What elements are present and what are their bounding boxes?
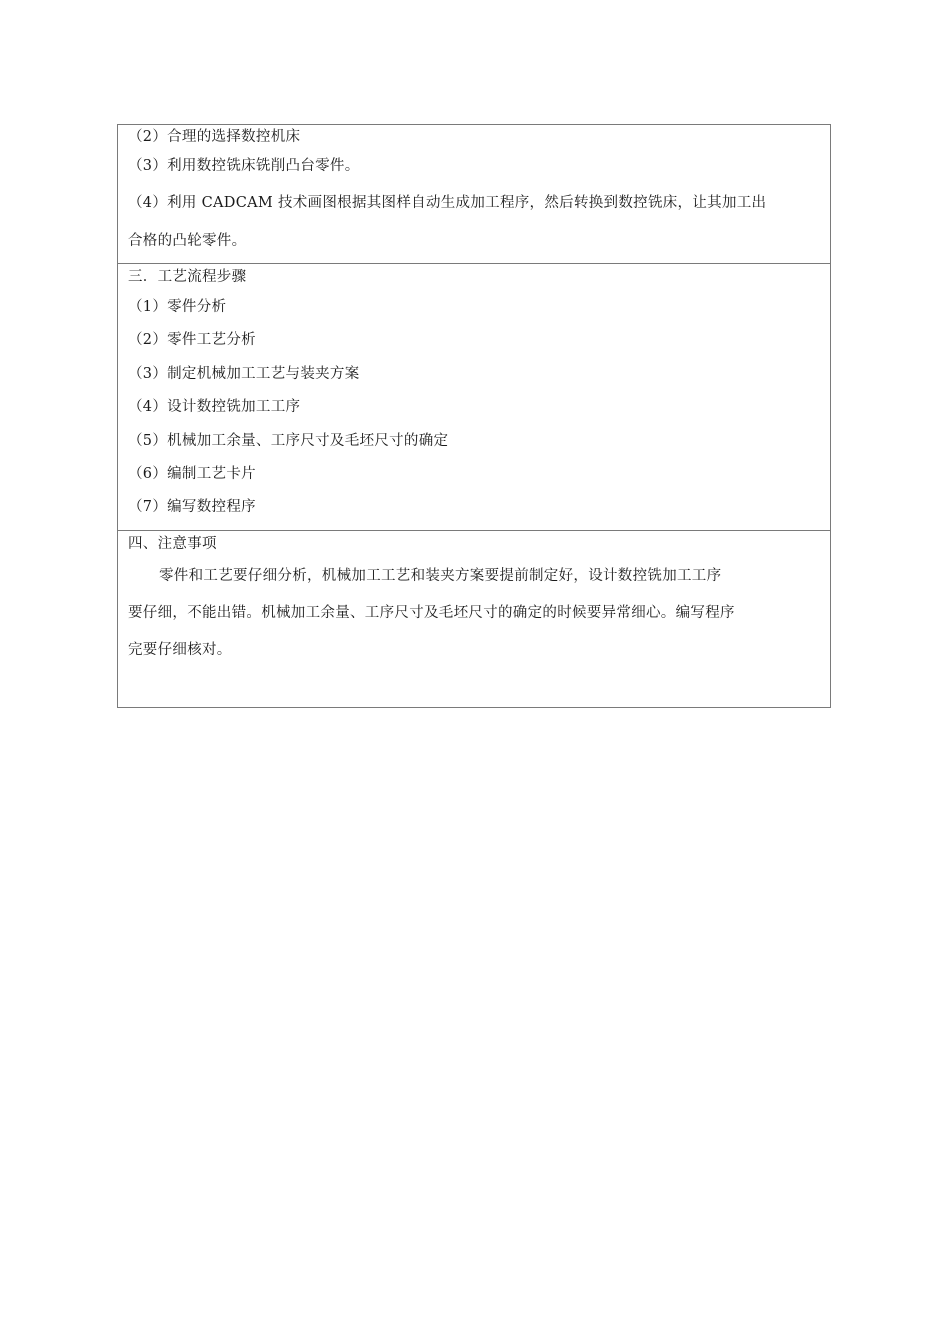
- section-heading: 四、注意事项: [128, 536, 217, 552]
- list-item: （4）设计数控铣加工工序: [128, 399, 301, 416]
- list-item: （2）合理的选择数控机床: [128, 129, 301, 145]
- objectives-section: [118, 125, 830, 264]
- list-item: （1）零件分析: [128, 299, 227, 315]
- paragraph-line: 要仔细，不能出错。机械加工余量、工序尺寸及毛坯尺寸的确定的时候要异常细心。编写程序: [128, 605, 735, 621]
- list-item-continuation: 合格的凸轮零件。: [128, 232, 247, 249]
- list-item: （7）编写数控程序: [128, 499, 256, 516]
- list-item: （3）利用数控铣床铣削凸台零件。: [128, 158, 360, 174]
- notes-section: [118, 531, 830, 707]
- list-item: （2）零件工艺分析: [128, 332, 256, 349]
- list-item: （5）机械加工余量、工序尺寸及毛坯尺寸的确定: [128, 432, 449, 449]
- section-heading: 三．工艺流程步骤: [128, 269, 247, 285]
- list-item: （6）编制工艺卡片: [128, 466, 256, 483]
- list-item: （4）利用 CADCAM 技术画图根据其图样自动生成加工程序，然后转换到数控铣床，让其加工出: [128, 194, 767, 211]
- document-table: [117, 124, 831, 708]
- process-steps-section: [118, 264, 830, 531]
- paragraph-line: 完要仔细核对。: [128, 642, 232, 658]
- paragraph-line: 零件和工艺要仔细分析，机械加工工艺和装夹方案要提前制定好，设计数控铣加工工序: [159, 568, 722, 584]
- notes-paragraph: [128, 558, 820, 669]
- list-item: （3）制定机械加工工艺与装夹方案: [128, 365, 360, 382]
